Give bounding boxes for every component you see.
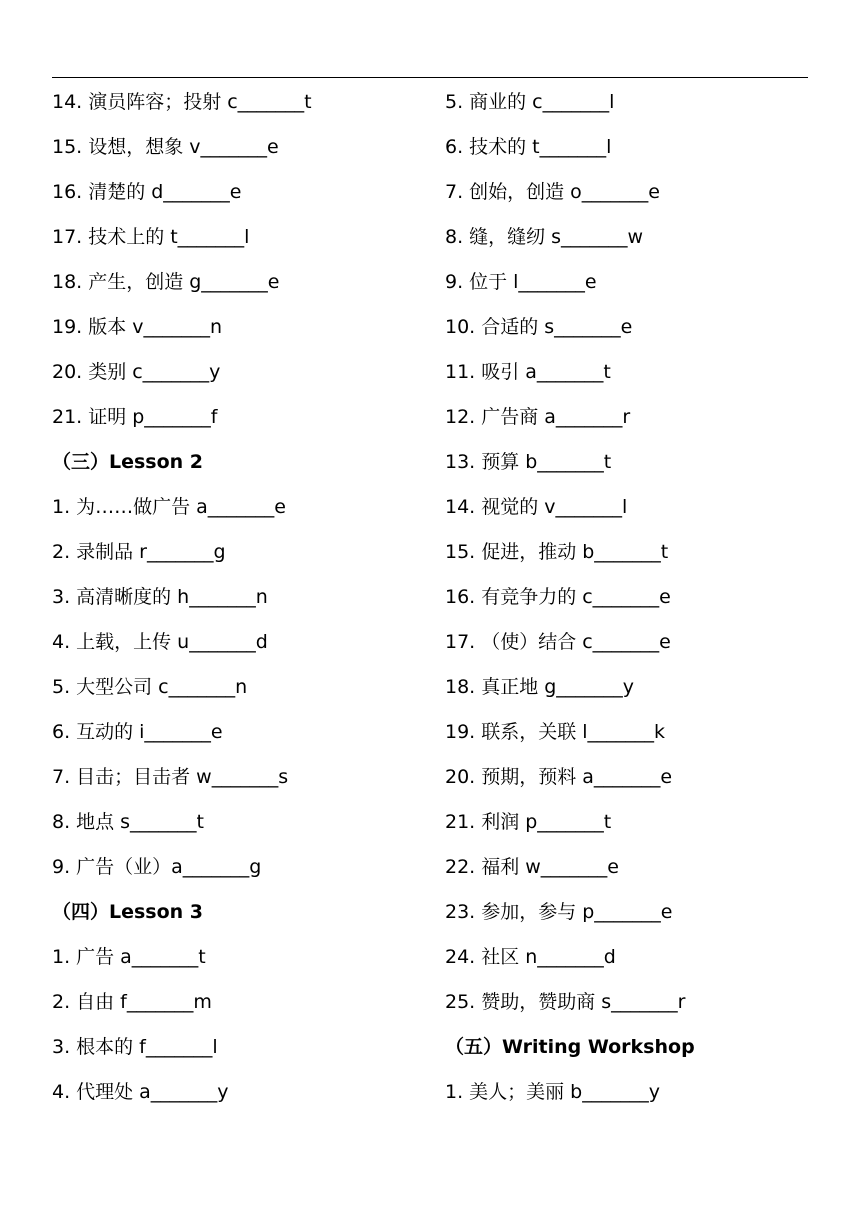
item-number: 7.: [52, 766, 71, 788]
item-blank: f_______l: [139, 1036, 218, 1058]
section-heading: （三）Lesson 2: [52, 451, 204, 473]
vocab-item: [52, 395, 432, 440]
vocab-item: [52, 620, 432, 665]
item-number: 4.: [52, 1081, 71, 1103]
item-number: 12.: [445, 406, 476, 428]
vocab-item: [445, 80, 825, 125]
item-blank: g_______y: [544, 676, 635, 698]
vocab-item: [445, 800, 825, 845]
item-blank: v_______e: [189, 136, 279, 158]
item-meaning: 福利: [481, 856, 520, 878]
vocab-item: [52, 980, 432, 1025]
item-meaning: 广告（业）a_______g: [76, 856, 262, 878]
item-meaning: 证明: [88, 406, 127, 428]
item-blank: b_______t: [525, 451, 612, 473]
item-blank: v_______l: [544, 496, 628, 518]
vocab-item: [445, 350, 825, 395]
item-blank: t_______l: [532, 136, 612, 158]
item-number: 17.: [445, 631, 476, 653]
item-number: 2.: [52, 541, 71, 563]
vocab-item: [445, 170, 825, 215]
section-heading: （五）Writing Workshop: [445, 1036, 695, 1058]
vocab-item: [52, 215, 432, 260]
item-meaning: 产生，创造: [88, 271, 184, 293]
item-meaning: 预算: [481, 451, 520, 473]
vocab-item: [52, 260, 432, 305]
item-meaning: 大型公司: [76, 676, 153, 698]
item-number: 16.: [52, 181, 83, 203]
vocab-item: [445, 260, 825, 305]
item-blank: w_______e: [525, 856, 619, 878]
vocab-item: [52, 845, 432, 890]
item-number: 14.: [445, 496, 476, 518]
item-number: 20.: [52, 361, 83, 383]
vocab-item: [445, 395, 825, 440]
item-number: 8.: [52, 811, 71, 833]
item-number: 9.: [52, 856, 71, 878]
vocab-item: [52, 305, 432, 350]
item-meaning: 有竞争力的: [481, 586, 577, 608]
vocab-item: [52, 125, 432, 170]
item-blank: a_______t: [525, 361, 611, 383]
item-meaning: 技术上的: [88, 226, 165, 248]
item-meaning: 为……做广告: [76, 496, 191, 518]
item-blank: r_______g: [139, 541, 226, 563]
item-meaning: 参加，参与: [481, 901, 577, 923]
vocab-item: [445, 125, 825, 170]
item-meaning: 商业的: [469, 91, 527, 113]
item-meaning: 录制品: [76, 541, 134, 563]
item-number: 11.: [445, 361, 476, 383]
item-blank: a_______y: [139, 1081, 229, 1103]
item-blank: c_______e: [582, 631, 671, 653]
item-blank: g_______e: [189, 271, 280, 293]
item-meaning: 自由: [76, 991, 115, 1013]
item-meaning: 合适的: [481, 316, 539, 338]
item-meaning: 预期，预料: [481, 766, 577, 788]
item-meaning: （使）结合: [481, 631, 577, 653]
vocab-item: [445, 620, 825, 665]
item-blank: w_______s: [196, 766, 289, 788]
top-rule: [52, 77, 808, 78]
vocab-item: [445, 710, 825, 755]
item-number: 6.: [52, 721, 71, 743]
item-blank: s_______w: [551, 226, 644, 248]
vocab-item: [445, 440, 825, 485]
vocab-item: [445, 575, 825, 620]
item-number: 19.: [52, 316, 83, 338]
item-number: 6.: [445, 136, 464, 158]
item-meaning: 上载，上传: [76, 631, 172, 653]
item-blank: n_______d: [525, 946, 616, 968]
item-blank: p_______t: [525, 811, 612, 833]
item-meaning: 创始，创造: [469, 181, 565, 203]
item-number: 16.: [445, 586, 476, 608]
left-column: [52, 80, 432, 1115]
item-blank: a_______e: [196, 496, 286, 518]
item-meaning: 设想，想象: [88, 136, 184, 158]
item-number: 4.: [52, 631, 71, 653]
item-number: 10.: [445, 316, 476, 338]
item-number: 7.: [445, 181, 464, 203]
item-blank: b_______t: [582, 541, 669, 563]
item-number: 19.: [445, 721, 476, 743]
item-number: 21.: [445, 811, 476, 833]
vocab-item: [445, 485, 825, 530]
item-blank: c_______l: [532, 91, 615, 113]
item-number: 20.: [445, 766, 476, 788]
item-number: 5.: [445, 91, 464, 113]
item-number: 9.: [445, 271, 464, 293]
vocab-item: [445, 980, 825, 1025]
item-number: 25.: [445, 991, 476, 1013]
right-column: [445, 80, 825, 1115]
item-meaning: 吸引: [481, 361, 520, 383]
item-number: 22.: [445, 856, 476, 878]
item-blank: b_______y: [570, 1081, 660, 1103]
vocab-item: [52, 710, 432, 755]
item-number: 1.: [445, 1081, 464, 1103]
vocab-item: [445, 305, 825, 350]
item-blank: o_______e: [570, 181, 660, 203]
item-number: 5.: [52, 676, 71, 698]
item-blank: c_______n: [158, 676, 248, 698]
item-blank: d_______e: [151, 181, 242, 203]
item-blank: p_______e: [582, 901, 673, 923]
item-blank: s_______e: [544, 316, 633, 338]
item-meaning: 地点: [76, 811, 115, 833]
vocab-item: [52, 665, 432, 710]
vocab-item: [445, 665, 825, 710]
item-meaning: 目击；目击者: [76, 766, 191, 788]
item-blank: v_______n: [132, 316, 223, 338]
item-blank: s_______r: [601, 991, 686, 1013]
item-number: 3.: [52, 586, 71, 608]
item-number: 1.: [52, 496, 71, 518]
vocab-item: [52, 530, 432, 575]
item-blank: c_______e: [582, 586, 671, 608]
item-blank: c_______y: [132, 361, 221, 383]
item-number: 1.: [52, 946, 71, 968]
vocab-item: [52, 485, 432, 530]
vocab-item: [445, 845, 825, 890]
item-meaning: 广告: [76, 946, 115, 968]
item-meaning: 利润: [481, 811, 520, 833]
item-meaning: 视觉的: [481, 496, 539, 518]
item-blank: t_______l: [170, 226, 250, 248]
item-meaning: 互动的: [76, 721, 134, 743]
section-heading: （四）Lesson 3: [52, 901, 204, 923]
vocab-item: [52, 1070, 432, 1115]
item-meaning: 联系，关联: [481, 721, 577, 743]
item-meaning: 促进，推动: [481, 541, 577, 563]
item-number: 14.: [52, 91, 83, 113]
item-meaning: 代理处: [76, 1081, 134, 1103]
vocab-item: [445, 935, 825, 980]
item-number: 8.: [445, 226, 464, 248]
item-number: 18.: [52, 271, 83, 293]
item-number: 17.: [52, 226, 83, 248]
vocab-item: [52, 575, 432, 620]
vocab-item: [52, 755, 432, 800]
item-meaning: 根本的: [76, 1036, 134, 1058]
vocab-item: [52, 935, 432, 980]
item-meaning: 广告商: [481, 406, 539, 428]
item-meaning: 真正地: [481, 676, 539, 698]
item-number: 2.: [52, 991, 71, 1013]
item-meaning: 美人；美丽: [469, 1081, 565, 1103]
vocab-item: [445, 755, 825, 800]
item-number: 15.: [445, 541, 476, 563]
item-blank: i_______e: [139, 721, 223, 743]
vocab-item: [52, 170, 432, 215]
item-meaning: 演员阵容；投射: [88, 91, 222, 113]
item-number: 21.: [52, 406, 83, 428]
vocab-item: [445, 890, 825, 935]
item-number: 15.: [52, 136, 83, 158]
vocab-item: [445, 215, 825, 260]
item-blank: s_______t: [120, 811, 205, 833]
item-number: 13.: [445, 451, 476, 473]
vocab-item: [52, 800, 432, 845]
item-meaning: 高清晰度的: [76, 586, 172, 608]
item-blank: p_______f: [132, 406, 218, 428]
vocab-item: [52, 80, 432, 125]
item-number: 3.: [52, 1036, 71, 1058]
item-blank: a_______e: [582, 766, 673, 788]
item-meaning: 位于: [469, 271, 508, 293]
item-meaning: 版本: [88, 316, 127, 338]
item-meaning: 缝，缝纫: [469, 226, 546, 248]
vocab-item: [445, 1070, 825, 1115]
vocab-item: [52, 1025, 432, 1070]
item-blank: u_______d: [177, 631, 268, 653]
item-number: 23.: [445, 901, 476, 923]
item-meaning: 社区: [481, 946, 520, 968]
item-blank: l_______k: [582, 721, 666, 743]
vocab-item: [52, 350, 432, 395]
item-meaning: 技术的: [469, 136, 527, 158]
item-blank: a_______t: [120, 946, 206, 968]
item-blank: f_______m: [120, 991, 212, 1013]
item-blank: a_______r: [544, 406, 631, 428]
item-number: 18.: [445, 676, 476, 698]
item-meaning: 类别: [88, 361, 127, 383]
item-blank: l_______e: [513, 271, 597, 293]
item-meaning: 清楚的: [88, 181, 146, 203]
item-number: 24.: [445, 946, 476, 968]
item-meaning: 赞助，赞助商: [481, 991, 596, 1013]
vocab-item: [445, 530, 825, 575]
item-blank: h_______n: [177, 586, 268, 608]
item-blank: c_______t: [227, 91, 312, 113]
